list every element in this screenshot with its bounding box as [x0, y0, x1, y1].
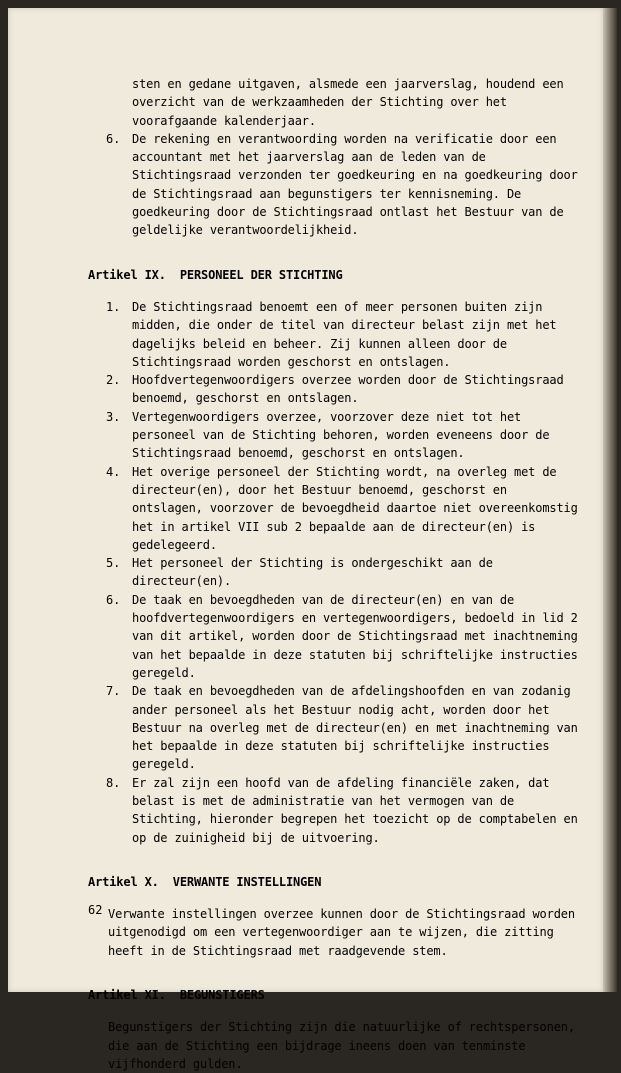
- article-title: VERWANTE INSTELLINGEN: [172, 874, 322, 889]
- article-heading: [88, 873, 583, 891]
- page-content: [88, 75, 583, 1073]
- item-number: 2.: [106, 373, 121, 388]
- item-text: De taak en bevoegdheden van de afdelingshoofden en van zodanig ander personeel als het Bestuur nodig acht, worden door het Bestuur na overleg met de directeur(en) en met inachtneming van het bepaalde in deze statuten bij schriftelijke instructies geregeld.: [132, 684, 578, 772]
- item-text: Hoofdvertegenwoordigers overzee worden door de Stichtingsraad benoemd, geschorst en ontslagen.: [132, 373, 564, 406]
- page-number: 62: [88, 903, 103, 917]
- list-item: [88, 130, 583, 240]
- item-number: 6.: [106, 131, 121, 146]
- article-label: Artikel X.: [88, 874, 159, 889]
- item-number: 6.: [106, 592, 121, 607]
- item-text: De rekening en verantwoording worden na verificatie door een accountant met het jaarverslag aan de leden van de Stichtingsraad verzonden ter goedkeuring en na goedkeuring door de Stichtingsraad aan begunstigers ter kennisneming. De goedkeuring door de Stichtingsraad ontlast het Bestuur van de geldelijke verantwoordelijkheid.: [132, 131, 578, 238]
- item-number: 3.: [106, 409, 121, 424]
- article-label: Artikel XI.: [88, 988, 166, 1003]
- list-item: [88, 774, 583, 847]
- article-title: BEGUNSTIGERS: [179, 988, 265, 1003]
- article-title: PERSONEEL DER STICHTING: [179, 267, 343, 282]
- item-text: Het personeel der Stichting is ondergeschikt aan de directeur(en).: [132, 556, 493, 589]
- item-text: Het overige personeel der Stichting wordt, na overleg met de directeur(en), door het Bestuur benoemd, geschorst en ontslagen, voorzover de bevoegdheid daartoe niet overeenkomstig het in artikel VII sub 2 bepaalde aan de directeur(en) is gedelegeerd.: [132, 464, 578, 552]
- item-text: De Stichtingsraad benoemt een of meer personen buiten zijn midden, die onder de titel van directeur belast zijn met het dagelijks beleid en beheer. Zij kunnen alleen door de Stichtingsraad worden geschorst en ontslagen.: [132, 299, 557, 369]
- item-text: Er zal zijn een hoofd van de afdeling financiële zaken, dat belast is met de administratie van het vermogen van de Stichting, hieronder begrepen het toezicht op de comptabelen en op de zuinigheid bij de uitvoering.: [132, 775, 578, 845]
- article-paragraph: Begunstigers der Stichting zijn die natuurlijke of rechtspersonen, die aan de Stichting een bijdrage ineens doen van tenminste vijfhonderd gulden.: [108, 1020, 575, 1071]
- list-item: [88, 591, 583, 682]
- item-number: 1.: [106, 299, 121, 314]
- item-text: Vertegenwoordigers overzee, voorzover deze niet tot het personeel van de Stichting behoren, worden eveneens door de Stichtingsraad benoemd, geschorst en ontslagen.: [132, 409, 550, 461]
- continuation-paragraph: sten en gedane uitgaven, alsmede een jaarverslag, houdend een overzicht van de werkzaamheden der Stichting over het voorafgaande kalenderjaar.: [132, 77, 564, 128]
- list-item: [88, 682, 583, 773]
- list-item: [88, 463, 583, 554]
- article-paragraph: Verwante instellingen overzee kunnen door de Stichtingsraad worden uitgenodigd om een vertegenwoordiger aan te wijzen, die zitting heeft in de Stichtingsraad met raadgevende stem.: [108, 907, 575, 958]
- item-number: 4.: [106, 464, 121, 479]
- list-item: [88, 554, 583, 591]
- list-item: [88, 408, 583, 463]
- list-item: [88, 298, 583, 371]
- list-item: [88, 371, 583, 408]
- page-edge: [603, 8, 617, 992]
- article-heading: [88, 266, 583, 284]
- item-number: 5.: [106, 556, 121, 571]
- article-label: Artikel IX.: [88, 267, 166, 282]
- item-number: 8.: [106, 775, 121, 790]
- article-heading: [88, 986, 583, 1004]
- item-text: De taak en bevoegdheden van de directeur(en) en van de hoofdvertegenwoordigers en vertegenwoordigers, bedoeld in lid 2 van dit artikel, worden door de Stichtingsraad met inachtneming van het bepaalde in deze statuten bij schriftelijke instructies geregeld.: [132, 592, 578, 680]
- item-number: 7.: [106, 684, 121, 699]
